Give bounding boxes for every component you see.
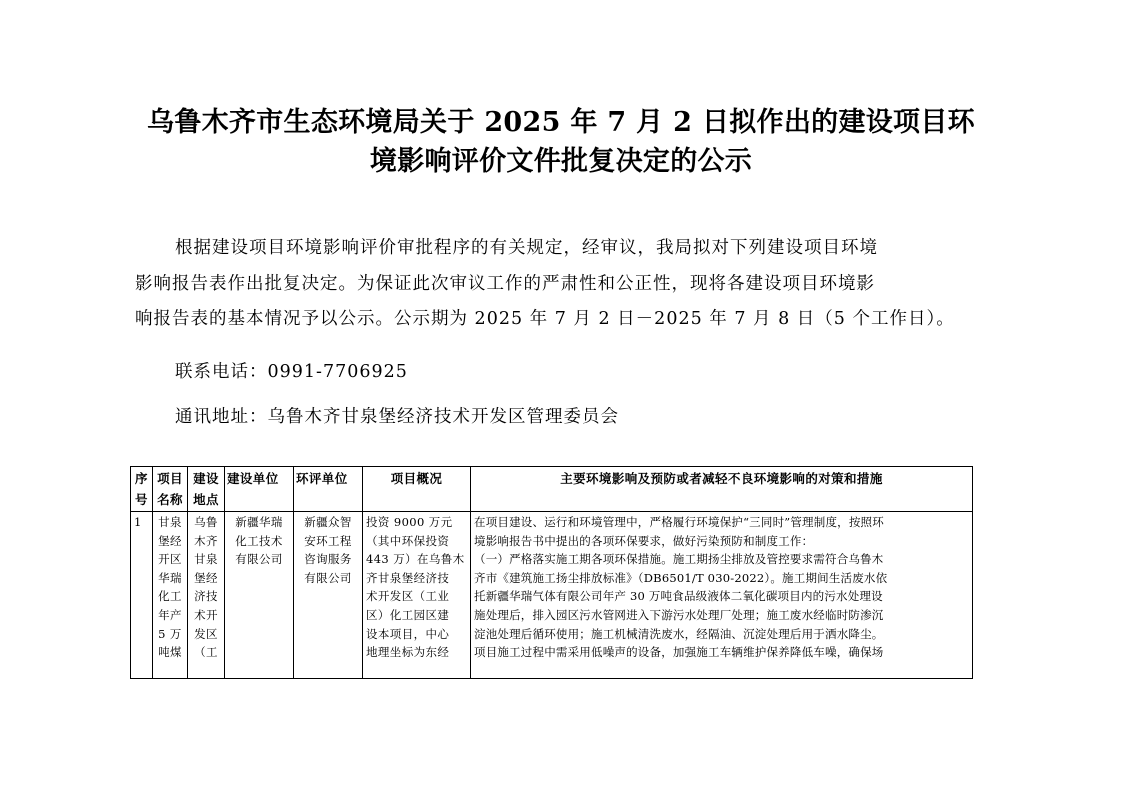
cell-line: 新疆众智 xyxy=(304,515,352,529)
cell-line: （工 xyxy=(194,645,218,660)
cell-line: 化工技术 xyxy=(235,533,283,548)
cell-line: 设本项目，中心 xyxy=(366,626,450,641)
intro-line-3: 响报告表的基本情况予以公示。公示期为 2025 年 7 月 2 日－2025 年 7 月 8 日（5 个工作日）。 xyxy=(135,309,955,329)
cell-line: 5 万 xyxy=(158,626,182,641)
cell-line: 安环工程 xyxy=(304,533,352,548)
cell-line: 济技 xyxy=(194,589,218,604)
cell-line: （其中环保投资 xyxy=(366,533,450,548)
cell-line: 术开发区（工业 xyxy=(366,589,450,604)
project-table xyxy=(130,466,973,679)
header-seq-line: 号 xyxy=(135,492,148,507)
cell-line: 境影响报告书中提出的各项环保要求，做好污染预防和制度工作： xyxy=(474,533,814,548)
header-seq-line: 序 xyxy=(135,471,148,486)
title-line-1: 乌鲁木齐市生态环境局关于 2025 年 7 月 2 日拟作出的建设项目环 xyxy=(147,107,975,138)
cell-line: 华瑞 xyxy=(158,570,182,585)
cell-line: 443 万）在乌鲁木 xyxy=(366,552,465,567)
cell-line: 施处理后，排入园区污水管网进入下游污水处理厂处理；施工废水经临时防渗沉 xyxy=(474,607,884,622)
header-name-line: 名称 xyxy=(157,492,183,507)
header-location xyxy=(188,467,225,512)
title-line-2: 境影响评价文件批复决定的公示 xyxy=(369,146,753,177)
header-location-line: 地点 xyxy=(193,492,219,507)
cell-line: 发区 xyxy=(194,626,218,641)
cell-location xyxy=(188,512,225,679)
cell-name xyxy=(153,512,188,679)
header-name xyxy=(153,467,188,512)
header-seq xyxy=(131,467,153,512)
intro-paragraph xyxy=(135,231,985,338)
cell-line: 堡经 xyxy=(194,570,218,585)
cell-line: 地理坐标为东经 xyxy=(366,645,450,660)
header-eia-unit: 环评单位 xyxy=(294,467,363,512)
header-overview: 项目概况 xyxy=(363,467,471,512)
cell-overview xyxy=(363,512,471,679)
cell-line: 开区 xyxy=(158,552,182,567)
header-location-line: 建设 xyxy=(193,471,219,486)
cell-line: （一）严格落实施工期各项环保措施。施工期扬尘排放及管控要求需符合乌鲁木 xyxy=(474,552,884,567)
cell-measures xyxy=(471,512,973,679)
cell-line: 甘泉 xyxy=(194,552,218,567)
cell-line: 投资 9000 万元 xyxy=(366,515,453,529)
cell-line: 年产 xyxy=(158,607,182,622)
table-header-row xyxy=(131,467,973,512)
table-row xyxy=(131,512,973,679)
cell-line: 区）化工园区建 xyxy=(366,607,450,622)
intro-line-2: 影响报告表作出批复决定。为保证此次审议工作的严肃性和公正性，现将各建设项目环境影 xyxy=(135,273,875,294)
contact-phone: 联系电话：0991-7706925 xyxy=(175,362,408,382)
cell-line: 木齐 xyxy=(194,533,218,548)
cell-seq: 1 xyxy=(131,512,153,679)
cell-line: 术开 xyxy=(194,607,218,622)
cell-builder xyxy=(225,512,294,679)
contact-address: 通讯地址：乌鲁木齐甘泉堡经济技术开发区管理委员会 xyxy=(175,407,619,427)
cell-line: 齐市《建筑施工扬尘排放标准》（DB6501/T 030-2022）。施工期间生活废水依 xyxy=(474,570,888,585)
cell-line: 吨煤 xyxy=(158,645,182,660)
cell-line: 乌鲁 xyxy=(194,515,218,529)
document-title xyxy=(130,103,992,181)
cell-line: 项目施工过程中需采用低噪声的设备，加强施工车辆维护保养降低车噪，确保场 xyxy=(474,645,884,660)
header-builder: 建设单位 xyxy=(225,467,294,512)
cell-line: 托新疆华瑞气体有限公司年产 30 万吨食品级液体二氧化碳项目内的污水处理设 xyxy=(474,589,883,604)
cell-line: 有限公司 xyxy=(304,570,352,585)
cell-line: 咨询服务 xyxy=(304,552,352,567)
cell-line: 新疆华瑞 xyxy=(235,515,283,529)
cell-line: 在项目建设、运行和环境管理中，严格履行环境保护“三同时”管理制度，按照环 xyxy=(474,515,884,529)
cell-line: 淀池处理后循环使用；施工机械清洗废水，经隔油、沉淀处理后用于洒水降尘。 xyxy=(474,626,884,641)
cell-line: 齐甘泉堡经济技 xyxy=(366,570,450,585)
header-name-line: 项目 xyxy=(157,471,183,486)
intro-line-1: 根据建设项目环境影响评价审批程序的有关规定，经审议，我局拟对下列建设项目环境 xyxy=(175,238,878,258)
cell-line: 化工 xyxy=(158,589,182,604)
cell-eia-unit xyxy=(294,512,363,679)
cell-line: 甘泉 xyxy=(158,515,182,529)
cell-line: 堡经 xyxy=(158,533,182,548)
cell-line: 有限公司 xyxy=(235,552,283,567)
header-measures: 主要环境影响及预防或者减轻不良环境影响的对策和措施 xyxy=(471,467,973,512)
